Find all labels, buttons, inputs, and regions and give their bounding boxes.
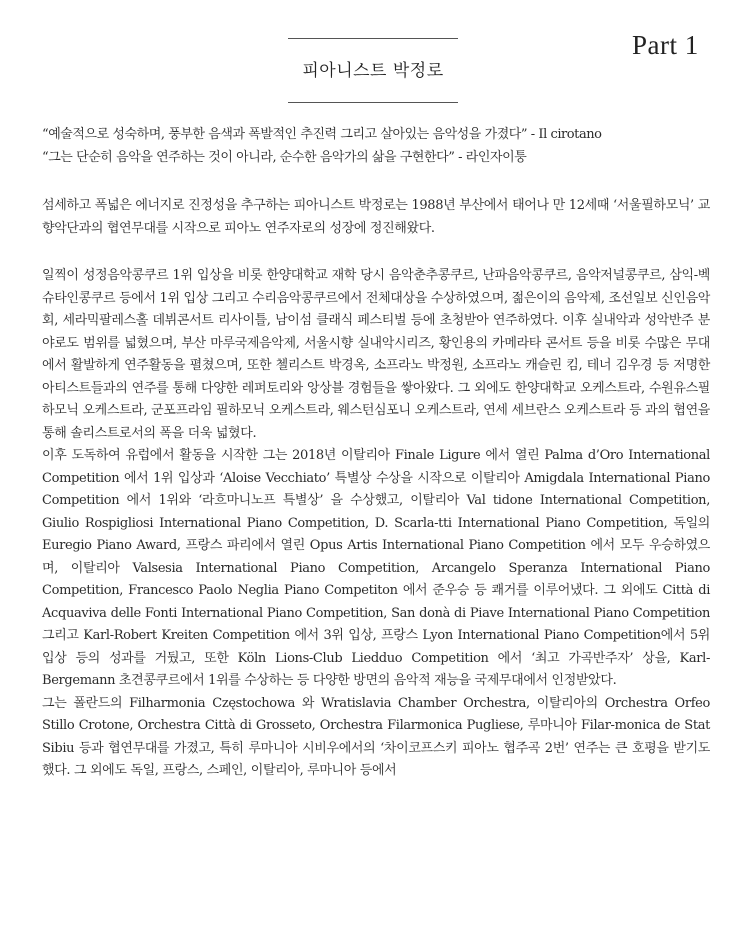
title-bottom-rule — [288, 102, 458, 103]
intro-paragraph: 섬세하고 폭넓은 에너지로 진정성을 추구하는 피아니스트 박정로는 1988년 부산에서 태어나 만 12세때 ‘서울필하모닉’ 교향악단과의 협연무대를 시작으로 피아노 연주자로의 성장에 정진해왔다. — [42, 198, 710, 236]
career-paragraph-orchestras: 그는 폴란드의 Filharmonia Częstochowa 와 Wratislavia Chamber Orchestra, 이탈리아의 Orchestra Orfeo Stillo Crotone, Orchestra Città di Grosseto, Orchestra Filarmonica Pugliese, 루마니아 Filar-monica de Stat Sibiu 등과 협연무대를 가졌고, 특히 루마니아 시비우에서의 ‘차이코프스키 피아노 협주곡 2번’ 연주는 큰 호평을 받기도 했다. 그 외에도 독일, 프랑스, 스페인, 이탈리아, 루마니아 등에서 — [42, 695, 710, 778]
part-label: Part 1 — [632, 30, 699, 60]
title-top-rule — [288, 38, 458, 39]
spacer — [42, 240, 710, 265]
quote-rheinzeitung: “그는 단순히 음악을 연주하는 것이 아니라, 순수한 음악가의 삶을 구현한다” - 라인자이퉁 — [42, 149, 527, 165]
career-paragraph-europe: 이후 도독하여 유럽에서 활동을 시작한 그는 2018년 이탈리아 Finale Ligure 에서 열린 Palma d’Oro International Competition 에서 1위 입상과 ‘Aloise Vecchiato’ 특별상 수상을 시작으로 이탈리아 Amigdala International Piano Competition 에서 1위와 ‘라흐마니노프 특별상’ 을 수상했고, 이탈리아 Val tidone International Competition, Giulio Rospigliosi International Piano Competition, D. Scarla-tti International Piano Competition, 독일의 Euregio Piano Award, 프랑스 파리에서 열린 Opus Artis International Piano Competition 에서 모두 우승하였으며, 이탈리아 Valsesia International Piano Competition, Arcangelo Speranza International Piano Competition, Francesco Paolo Neglia Piano Competiton 에서 준우승 등 쾌거를 이루어냈다. 그 외에도 Città di Acquaviva delle Fonti International Piano Competition, San donà di Piave International Piano Competition 그리고 Karl-Robert Kreiten Competition 에서 3위 입상, 프랑스 Lyon International Piano Competition에서 5위 입상 등의 성과를 거뒀고, 또한 Köln Lions-Club Liedduo Competition 에서 ‘최고 가곡반주자’ 상을, Karl- Bergemann 초견콩쿠르에서 1위를 수상하는 등 다양한 방면의 음악적 재능을 국제무대에서 인정받았다. — [42, 448, 710, 688]
page-title: 피아니스트 박정로 — [302, 61, 444, 81]
career-paragraph-korea: 일찍이 성정음악콩쿠르 1위 입상을 비롯 한양대학교 재학 당시 음악춘추콩쿠르, 난파음악콩쿠르, 음악저널콩쿠르, 삼익-벡슈타인콩쿠르 등에서 1위 입상 그리고 수리음악콩쿠르에서 전체대상을 수상하였으며, 젊은이의 음악제, 조선일보 신인음악회, 세라믹팔레스홀 데뷔콘서트 리사이틀, 남이섬 클래식 페스티벌 등에 초청받아 연주하였다. 이후 실내악과 성악반주 분야로도 범위를 넓혔으며, 부산 마루국제음악제, 서울시향 실내악시리즈, 황인용의 카메라타 콘서트 등을 비롯 수많은 무대에서 활발하게 연주활동을 펼쳤으며, 또한 첼리스트 박경옥, 소프라노 박정원, 소프라노 캐슬린 킴, 테너 김우경 등 저명한 아티스트들과의 연주를 통해 다양한 레퍼토리와 앙상블 경험들을 쌓아왔다. 그 외에도 한양대학교 오케스트라, 수원유스필하모닉 오케스트라, 군포프라임 필하모닉 오케스트라, 웨스턴심포니 오케스트라, 연세 세브란스 오케스트라 등 과의 협연을 통해 솔리스트로서의 폭을 더욱 넓혔다. — [42, 268, 711, 441]
quote-il-cirotano: “예술적으로 성숙하며, 풍부한 음색과 폭발적인 추진력 그리고 살아있는 음악성을 가졌다” - Il cirotano — [42, 127, 602, 142]
document-body — [42, 124, 710, 783]
title-block — [288, 38, 458, 103]
spacer — [42, 169, 710, 195]
